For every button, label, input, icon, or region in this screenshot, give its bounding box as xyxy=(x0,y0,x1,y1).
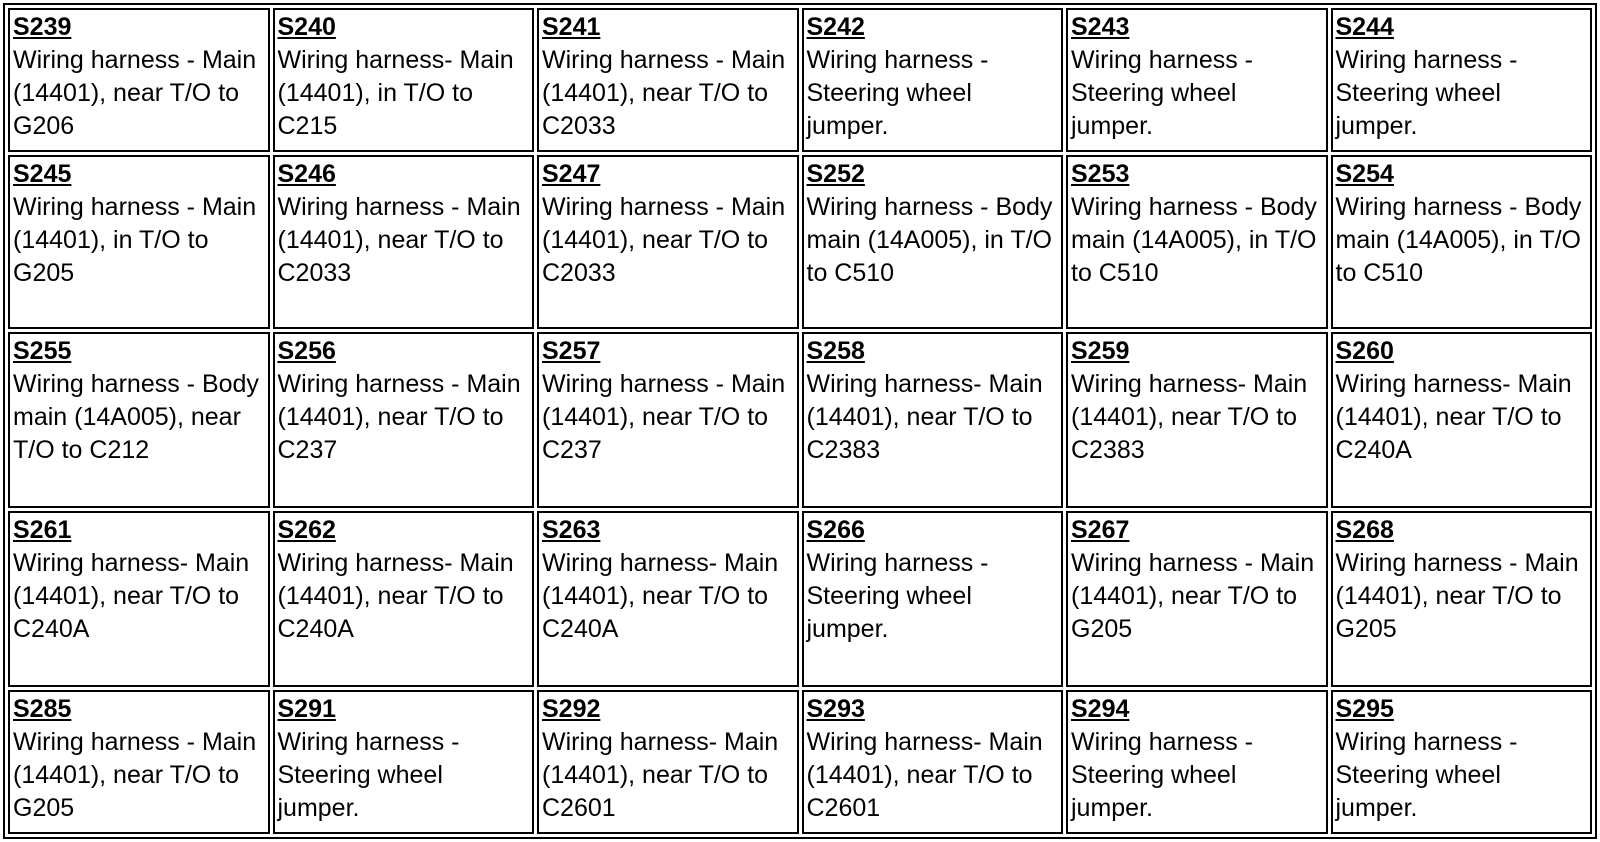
splice-description: Wiring harness- Main (14401), near T/O to C240A xyxy=(542,549,779,644)
splice-id-link[interactable]: S260 xyxy=(1335,336,1394,365)
splice-description: Wiring harness - Main (14401), in T/O to G205 xyxy=(13,192,257,287)
splice-description: Wiring harness - Main (14401), near T/O to C2033 xyxy=(542,46,786,140)
table-row xyxy=(8,8,1592,152)
splice-id-link[interactable]: S268 xyxy=(1335,516,1394,545)
splice-id-link[interactable]: S266 xyxy=(806,516,865,545)
splice-description: Wiring harness - Steering wheel jumper. xyxy=(277,728,460,823)
splice-id-link[interactable]: S253 xyxy=(1071,159,1130,188)
splice-description: Wiring harness - Steering wheel jumper. xyxy=(1335,728,1518,823)
splice-cell xyxy=(1066,155,1328,329)
splice-description: Wiring harness- Main (14401), near T/O to C2601 xyxy=(806,728,1043,823)
splice-description: Wiring harness - Steering wheel jumper. xyxy=(1335,46,1518,140)
splice-id-link[interactable]: S291 xyxy=(277,695,336,724)
splice-cell xyxy=(537,8,799,152)
splice-cell xyxy=(8,8,270,152)
splice-description: Wiring harness - Main (14401), near T/O to G205 xyxy=(13,728,257,823)
splice-id-link[interactable]: S239 xyxy=(13,13,72,41)
splice-cell xyxy=(802,511,1064,687)
splice-id-link[interactable]: S245 xyxy=(13,159,72,188)
splice-description: Wiring harness - Main (14401), near T/O to C2033 xyxy=(277,192,521,287)
splice-description: Wiring harness - Steering wheel jumper. xyxy=(806,549,989,644)
splice-description: Wiring harness- Main (14401), near T/O to C240A xyxy=(13,549,250,644)
splice-id-link[interactable]: S242 xyxy=(806,13,865,41)
splice-description: Wiring harness- Main (14401), near T/O to C2601 xyxy=(542,728,779,823)
splice-cell xyxy=(273,8,535,152)
splice-cell xyxy=(537,155,799,329)
splice-description: Wiring harness - Main (14401), near T/O to C2033 xyxy=(542,192,786,287)
splice-description: Wiring harness- Main (14401), near T/O to C2383 xyxy=(1071,369,1308,464)
splice-cell xyxy=(273,511,535,687)
splice-id-link[interactable]: S263 xyxy=(542,516,601,545)
splice-cell xyxy=(802,690,1064,834)
splice-description: Wiring harness - Body main (14A005), in T/O to C510 xyxy=(1071,192,1317,287)
splice-id-link[interactable]: S261 xyxy=(13,516,72,545)
splice-id-link[interactable]: S293 xyxy=(806,695,865,724)
splice-cell xyxy=(1331,511,1593,687)
splice-id-link[interactable]: S256 xyxy=(277,336,336,365)
splice-cell xyxy=(1066,511,1328,687)
splice-description: Wiring harness - Steering wheel jumper. xyxy=(1071,46,1253,140)
splice-cell xyxy=(1066,332,1328,508)
splice-cell xyxy=(273,155,535,329)
splice-description: Wiring harness- Main (14401), near T/O to C2383 xyxy=(806,369,1043,464)
splice-cell xyxy=(802,155,1064,329)
splice-id-link[interactable]: S244 xyxy=(1335,13,1394,41)
splice-id-link[interactable]: S246 xyxy=(277,159,336,188)
splice-cell xyxy=(273,690,535,834)
splice-id-link[interactable]: S243 xyxy=(1071,13,1130,41)
splice-description: Wiring harness - Body main (14A005), in T/O to C510 xyxy=(806,192,1053,287)
table-row xyxy=(8,690,1592,834)
splice-description: Wiring harness- Main (14401), in T/O to C215 xyxy=(277,46,514,140)
splice-id-link[interactable]: S295 xyxy=(1335,695,1394,724)
splice-id-link[interactable]: S294 xyxy=(1071,695,1130,724)
splice-description: Wiring harness - Main (14401), near T/O to G206 xyxy=(13,46,257,140)
splice-id-link[interactable]: S255 xyxy=(13,336,72,365)
splice-description: Wiring harness- Main (14401), near T/O to C240A xyxy=(1335,369,1572,464)
splice-cell xyxy=(1066,690,1328,834)
splice-id-link[interactable]: S259 xyxy=(1071,336,1130,365)
splice-description: Wiring harness - Main (14401), near T/O to C237 xyxy=(542,369,786,464)
table-row xyxy=(8,511,1592,687)
splice-cell xyxy=(8,690,270,834)
splice-description: Wiring harness - Main (14401), near T/O to G205 xyxy=(1335,549,1579,644)
splice-cell xyxy=(537,511,799,687)
splice-id-link[interactable]: S292 xyxy=(542,695,601,724)
splice-cell xyxy=(1066,8,1328,152)
splice-description: Wiring harness - Body main (14A005), near T/O to C212 xyxy=(13,369,259,464)
splice-cell xyxy=(8,511,270,687)
splice-cell xyxy=(8,332,270,508)
splice-id-link[interactable]: S240 xyxy=(277,13,336,41)
splice-description: Wiring harness - Body main (14A005), in T/O to C510 xyxy=(1335,192,1582,287)
splice-cell xyxy=(802,332,1064,508)
splice-cell xyxy=(1331,690,1593,834)
table-row xyxy=(8,332,1592,508)
splice-cell xyxy=(273,332,535,508)
splice-id-link[interactable]: S267 xyxy=(1071,516,1130,545)
splice-description: Wiring harness - Steering wheel jumper. xyxy=(1071,728,1253,823)
table-row xyxy=(8,155,1592,329)
splice-id-link[interactable]: S257 xyxy=(542,336,601,365)
splice-location-table xyxy=(3,3,1597,839)
splice-cell xyxy=(537,332,799,508)
splice-id-link[interactable]: S252 xyxy=(806,159,865,188)
splice-id-link[interactable]: S247 xyxy=(542,159,601,188)
splice-cell xyxy=(1331,332,1593,508)
splice-cell xyxy=(1331,8,1593,152)
splice-id-link[interactable]: S254 xyxy=(1335,159,1394,188)
splice-table-body xyxy=(8,8,1592,834)
splice-description: Wiring harness - Steering wheel jumper. xyxy=(806,46,989,140)
splice-id-link[interactable]: S262 xyxy=(277,516,336,545)
splice-cell xyxy=(537,690,799,834)
splice-id-link[interactable]: S241 xyxy=(542,13,601,41)
splice-id-link[interactable]: S285 xyxy=(13,695,72,724)
splice-id-link[interactable]: S258 xyxy=(806,336,865,365)
splice-description: Wiring harness - Main (14401), near T/O to C237 xyxy=(277,369,521,464)
splice-cell xyxy=(8,155,270,329)
splice-cell xyxy=(802,8,1064,152)
splice-description: Wiring harness- Main (14401), near T/O to C240A xyxy=(277,549,514,644)
splice-cell xyxy=(1331,155,1593,329)
splice-description: Wiring harness - Main (14401), near T/O to G205 xyxy=(1071,549,1315,644)
